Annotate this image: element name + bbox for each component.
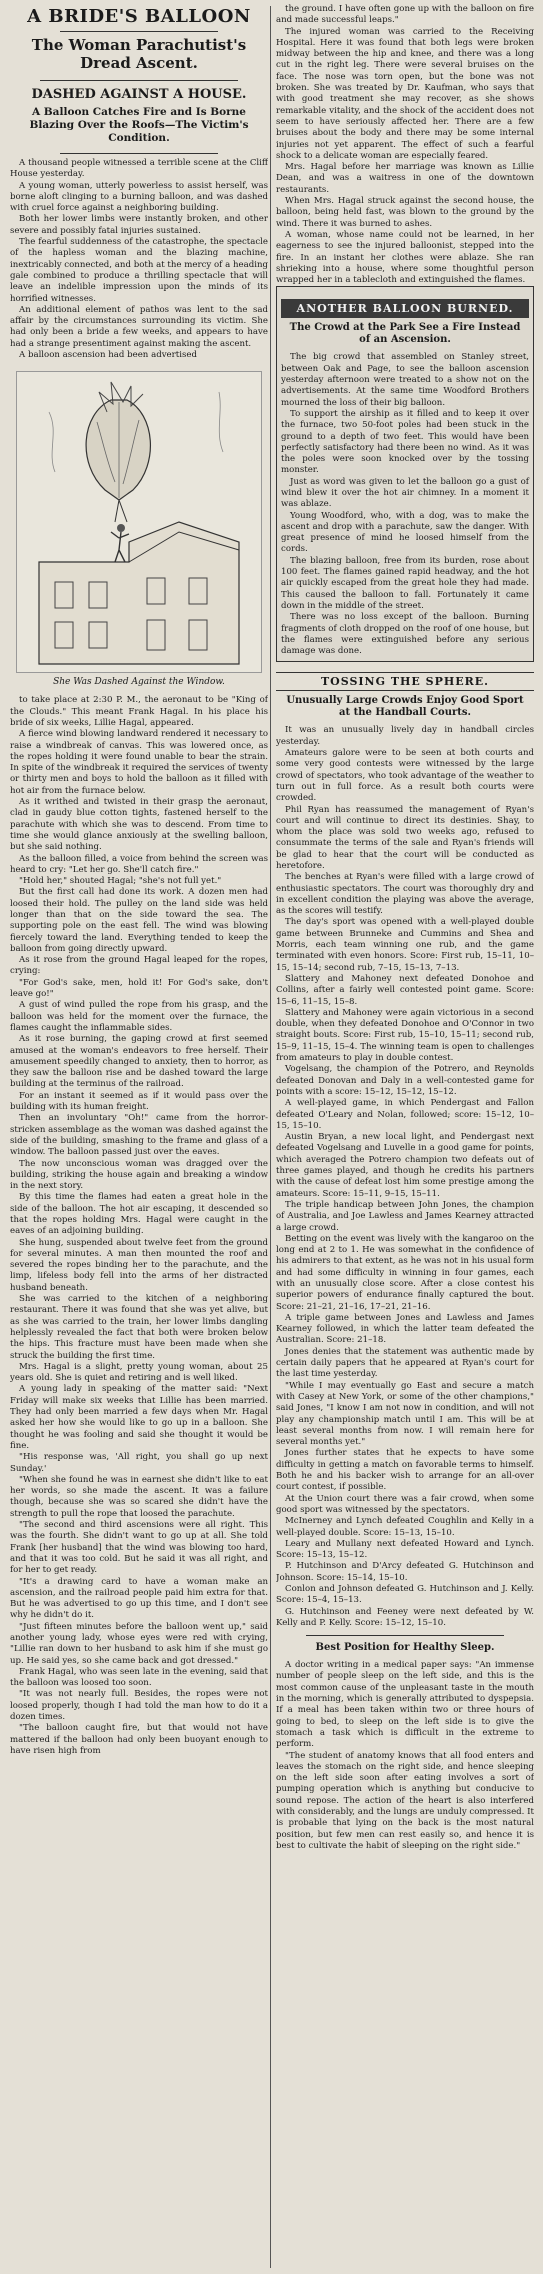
illustration-caption: She Was Dashed Against the Window.	[53, 677, 225, 688]
paragraph: "It was not nearly full. Besides, the ropes were not loosed properly, though I had told the man how to do it a dozen times.	[10, 1689, 268, 1723]
paragraph: "The student of anatomy knows that all food enters and leaves the stomach on the right side, and hence sleeping on the left side soon after eating involves a sort of pumping operation which is anything but conducive to sound repose. The action of the heart is also interfered with considerably, and the lungs are unduly compressed. It is probable that lying on the back is the most natural position, but few men can rest easily so, and hence it is best to cultivate the habit of sleeping on the right side."	[276, 1750, 534, 1851]
paragraph: For an instant it seemed as if it would pass over the building with its human freight.	[10, 1090, 268, 1113]
paragraph: "The second and third ascensions were all right. This was the fourth. She didn't want to go up at all. She told Frank [her husband] that the wind was blowing too hard, and that it was too cold. But he said it was all right, and for her to get ready.	[10, 1520, 268, 1576]
deck: The Crowd at the Park See a Fire Instead of an Ascension.	[289, 322, 521, 346]
section-banner: TOSSING THE SPHERE.	[276, 672, 534, 691]
paragraph: A gust of wind pulled the rope from his grasp, and the balloon was held for the moment over the furnace, the flames caught the inflammable sides.	[10, 1000, 268, 1033]
illustration	[16, 371, 262, 673]
paragraph: A well-played game, in which Pendergast and Fallon defeated O'Leary and Nolan, followed; score: 15–12, 10–15, 15–10.	[276, 1098, 534, 1131]
another-balloon-article	[276, 286, 534, 662]
headline: A BRIDE'S BALLOON	[27, 6, 251, 27]
paragraph: "For God's sake, men, hold it! For God's sake, don't leave go!"	[10, 977, 268, 1000]
paragraph: Slattery and Mahoney next defeated Donohoe and Collins, after a fairly well contested point game. Score: 15–6, 11–15, 15–8.	[276, 973, 534, 1007]
article-continued	[276, 4, 534, 286]
deck: A Balloon Catches Fire and Is Borne Blazing Over the Roofs—The Victim's Condition.	[29, 106, 249, 144]
paragraph: It was an unusually lively day in handball circles yesterday.	[276, 725, 534, 747]
article-body-part1	[10, 158, 268, 361]
column-rule	[270, 6, 271, 2268]
handball-article-body	[276, 725, 534, 1629]
paragraph: She hung, suspended about twelve feet from the ground for several minutes. A man then mounted the roof and severed the ropes binding her to the parachute, and the limp, lifeless body fell into the arms of her distracted husband beneath.	[10, 1237, 268, 1293]
paragraph: A triple game between Jones and Lawless and James Kearney followed, in which the latter team defeated the Australian. Score: 21–18.	[276, 1312, 534, 1346]
paragraph: Then an involuntary "Oh!" came from the horror-stricken assemblage as the woman was dashed against the side of the building, smashing to the frame and glass of a window. The balloon passed just over the eaves.	[10, 1113, 268, 1158]
paragraph: Both her lower limbs were instantly broken, and other severe and possibly fatal injuries sustained.	[10, 214, 268, 236]
paragraph: "Just fifteen minutes before the balloon went up," said another young lady, whose eyes were red with crying, "Lillie ran down to her husband to ask him if she must go up. He said yes, so she came back and got dressed."	[10, 1621, 268, 1666]
paragraph: "When she found he was in earnest she didn't like to eat her words, so she made the ascent. It was a failure though, because she was so scared she didn't have the strength to pull the rope that loosed the parachute.	[10, 1474, 268, 1519]
left-column	[10, 4, 268, 2270]
balloon-building-illustration	[17, 372, 261, 672]
paragraph: Jones further states that he expects to have some difficulty in getting a match on favorable terms to himself. Both he and his backer wish to arrange for an all-over court contest, if possible.	[276, 1448, 534, 1493]
section-heading: Best Position for Healthy Sleep.	[315, 1642, 495, 1654]
article-body-part2	[10, 695, 268, 1757]
paragraph: McInerney and Lynch defeated Coughlin and Kelly in a well-played double. Score: 15–13, 15–10.	[276, 1516, 534, 1538]
paragraph: But the first call had done its work. A dozen men had loosed their hold. The pulley on the land side was held longer than that on the side toward the sea. The supporting pole on the east fell. The wind was blowing fiercely toward the land. Everything tended to keep the balloon from going directly upward.	[10, 887, 268, 954]
paragraph: the ground. I have often gone up with the balloon on fire and made successful leaps."	[276, 4, 534, 26]
paragraph: The now unconscious woman was dragged over the building, striking the house again and breaking a window in the next story.	[10, 1158, 268, 1192]
paragraph: "The balloon caught fire, but that would not have mattered if the balloon had only been buoyant enough to have risen high from	[10, 1723, 268, 1756]
paragraph: As it rose from the ground Hagal leaped for the ropes, crying:	[10, 955, 268, 977]
paragraph: An additional element of pathos was lent to the sad affair by the circumstances surrounding its victim. She had only been a bride a few weeks, and appears to have had a strange presentiment against making the ascent.	[10, 304, 268, 349]
paragraph: The big crowd that assembled on Stanley street, between Oak and Page, to see the balloon ascension yesterday afternoon were treated to a show not on the advertisements. At the same time Woodford Brothers mourned the loss of their big balloon.	[281, 352, 529, 408]
paragraph: She was carried to the kitchen of a neighboring restaurant. There it was found that she was yet alive, but as she was carried to the train, her lower limbs dangling helplessly revealed the fact that both were broken below the hips. This fracture must have been made when she struck the building the first time.	[10, 1294, 268, 1361]
paragraph: G. Hutchinson and Feeney were next defeated by W. Kelly and P. Kelly. Score: 15–12, 15–10.	[276, 1606, 534, 1628]
paragraph: Mrs. Hagal is a slight, pretty young woman, about 25 years old. She is quiet and retiring and is well liked.	[10, 1361, 268, 1384]
paragraph: Just as word was given to let the balloon go a gust of wind blew it over the hot air chimney. In a moment it was ablaze.	[281, 476, 529, 510]
paragraph: P. Hutchinson and D'Arcy defeated G. Hutchinson and Johnson. Score: 15–14, 15–10.	[276, 1561, 534, 1583]
paragraph: Conlon and Johnson defeated G. Hutchinson and J. Kelly. Score: 15–4, 15–13.	[276, 1584, 534, 1606]
paragraph: A thousand people witnessed a terrible scene at the Cliff House yesterday.	[10, 158, 268, 180]
divider	[60, 153, 218, 154]
paragraph: Slattery and Mahoney were again victorious in a second double, when they defeated Donohoe and O'Connor in two straight bouts. Score: First rub, 15–10, 15–11; second rub, 15–9, 11–15, 15–4. The winning team is open to challenges from amateurs to play in double contest.	[276, 1007, 534, 1064]
paragraph: "It's a drawing card to have a woman make an ascension, and the railroad people paid him extra for that. But he was advertised to go up this time, and I don't see why he didn't do it.	[10, 1576, 268, 1621]
paragraph: A young woman, utterly powerless to assist herself, was borne aloft clinging to a burning balloon, and was dashed with cruel force against a neighboring building.	[10, 180, 268, 214]
paragraph: "His response was, 'All right, you shall go up next Sunday.'	[10, 1452, 268, 1474]
paragraph: Frank Hagal, who was seen late in the evening, said that the balloon was loosed too soon.	[10, 1666, 268, 1689]
paragraph: There was no loss except of the balloon. Burning fragments of cloth dropped on the roof of one house, but the flames were extinguished before any serious damage was done.	[281, 612, 529, 657]
paragraph: As it writhed and twisted in their grasp the aeronaut, clad in gaudy blue cotton tights, fastened herself to the parachute with which she was to descend. From time to time she would glance anxiously at the swelling balloon, but she said nothing.	[10, 797, 268, 853]
deck: Unusually Large Crowds Enjoy Good Sport at the Handball Courts.	[286, 695, 524, 719]
paragraph: By this time the flames had eaten a great hole in the side of the balloon. The hot air escaping, it descended so that the ropes holding Mrs. Hagal were caught in the eaves of an adjoining building.	[10, 1192, 268, 1237]
paragraph: The blazing balloon, free from its burden, rose about 100 feet. The flames gained rapid headway, and the hot air quickly escaped from the great hole they had made. This caused the balloon to fall. Fortunately it came down in the middle of the street.	[281, 555, 529, 611]
right-column	[276, 4, 534, 2270]
article-body	[281, 352, 529, 657]
section-banner: ANOTHER BALLOON BURNED.	[281, 299, 529, 318]
paragraph: As it rose burning, the gaping crowd at first seemed amused at the woman's endeavors to free herself. Their amusement speedily changed to anxiety, then to horror, as they saw the balloon rise and be dashed toward the large building at the terminus of the railroad.	[10, 1034, 268, 1090]
sleep-article-body	[276, 1660, 534, 1852]
divider	[40, 80, 238, 81]
paragraph: "While I may eventually go East and secure a match with Casey at New York, or some of the other champions," said Jones, "I know I am not now in condition, and will not play any championship match until I am. This will be at least several months from now. I will remain here for several months yet."	[276, 1380, 534, 1448]
section-heading: DASHED AGAINST A HOUSE.	[31, 87, 247, 102]
paragraph: Jones denies that the statement was authentic made by certain daily papers that he appeared at Ryan's court for the last time yesterday.	[276, 1346, 534, 1380]
paragraph: The fearful suddenness of the catastrophe, the spectacle of the hapless woman and the blazing machine, inextricably connected, and both at the mercy of a heading gale combined to produce a thrilling spectacle that will leave an indelible impression upon the minds of its horrified witnesses.	[10, 237, 268, 304]
paragraph: Austin Bryan, a new local light, and Pendergast next defeated Vogelsang and Luvelle in a good game for points, which averaged the Potrero champion two defeats out of three games played, and though he credits his partners with the cause of defeat lost him some prestige among the amateurs. Score: 15–11, 9–15, 15–11.	[276, 1132, 534, 1199]
paragraph: A fierce wind blowing landward rendered it necessary to raise a windbreak of canvas. This was lowered once, as the ropes holding it were found unable to bear the strain. In spite of the windbreak it required the services of twenty or thirty men and boys to hold the balloon as it filled with hot air from the furnace below.	[10, 729, 268, 796]
paragraph: Mrs. Hagal before her marriage was known as Lillie Dean, and was a waitress in one of the downtown restaurants.	[276, 162, 534, 195]
paragraph: Vogelsang, the champion of the Potrero, and Reynolds defeated Donovan and Daly in a well-contested game for points with a score: 15–12, 15–12, 15–12.	[276, 1064, 534, 1097]
paragraph: The triple handicap between John Jones, the champion of Australia, and Joe Lawless and James Kearney attracted a large crowd.	[276, 1199, 534, 1233]
paragraph: The injured woman was carried to the Receiving Hospital. Here it was found that both legs were broken midway between the hip and knee, and there was a long cut in the right leg. There were several bruises on the face. The nose was torn open, but the bone was not broken. She was treated by Dr. Kaufman, who says that with good treatment she may recover, as she shows remarkable vitality, and the shock of the accident does not seem to have seriously affected her. There are a few bruises about the body and there may be some internal injuries not yet apparent. The effect of such a fearful shock to a delicate woman are especially feared.	[276, 26, 534, 161]
paragraph: At the Union court there was a fair crowd, when some good sport was witnessed by the spectators.	[276, 1493, 534, 1515]
paragraph: A young lady in speaking of the matter said: "Next Friday will make six weeks that Lillie has been married. They had only been married a few days when Mr. Hagal asked her how she would like to go up in a balloon. She thought he was fooling and said she thought it would be fine.	[10, 1384, 268, 1451]
paragraph: The benches at Ryan's were filled with a large crowd of enthusiastic spectators. The court was thoroughly dry and in excellent condition the playing was above the average, as the scores will testify.	[276, 872, 534, 917]
paragraph: The day's sport was opened with a well-played double game between Brunneke and Cummins and Shea and Morris, each team winning one rub, and the game terminated with even honors. Score: First rub, 15–11, 10–15, 15–14; second rub, 7–15, 15–13, 7–13.	[276, 917, 534, 973]
paragraph: As the balloon filled, a voice from behind the screen was heard to cry: "Let her go. She'll catch fire."	[10, 853, 268, 875]
paragraph: Young Woodford, who, with a dog, was to make the ascent and drop with a parachute, saw the danger. With great presence of mind he loosed himself from the cords.	[281, 510, 529, 555]
paragraph: Betting on the event was lively with the kangaroo on the long end at 2 to 1. He was somewhat in the confidence of his admirers to that extent, as he was not in his usual form and had some difficulty in winning in four games, each with an unusually close score. After a close contest his superior powers of endurance finally captured the bout. Score: 21–21, 21–16, 17–21, 21–16.	[276, 1233, 534, 1312]
paragraph: A woman, whose name could not be learned, in her eagerness to see the injured balloonist, stepped into the fire. In an instant her clothes were ablaze. She ran shrieking into a house, where some thoughtful person wrapped her in a tablecloth and extinguished the flames.	[276, 229, 534, 286]
paragraph: A balloon ascension had been advertised	[19, 350, 197, 361]
paragraph: "Hold her," shouted Hagal; "she's not full yet."	[19, 876, 222, 887]
divider	[60, 31, 218, 32]
subheadline: The Woman Parachutist's Dread Ascent.	[31, 36, 247, 72]
paragraph: Amateurs galore were to be seen at both courts and some very good contests were witnessed by the large crowd of spectators, who took advantage of the weather to turn out in full force. As a result both courts were crowded.	[276, 748, 534, 804]
paragraph: A doctor writing in a medical paper says: "An immense number of people sleep on the left side, and this is the most common cause of the unpleasant taste in the mouth in the morning, which is generally attributed to dyspepsia. If a meal has been taken within two or three hours of going to bed, to sleep on the left side is to give the stomach a task which is difficult in the extreme to perform.	[276, 1660, 534, 1750]
paragraph: Phil Ryan has reassumed the management of Ryan's court and will continue to direct its destinies. Shay, to whom the place was sold two weeks ago, refused to consummate the terms of the sale and Ryan's friends will be glad to hear that the court will be conducted as heretofore.	[276, 804, 534, 871]
paragraph: To support the airship as it filled and to keep it over the furnace, two 50-foot poles had been stuck in the ground to a depth of two feet. This would have been perfectly satisfactory had there been no wind. As it was the poles were soon knocked over by the tossing monster.	[281, 408, 529, 476]
paragraph: to take place at 2:30 P. M., the aeronaut to be "King of the Clouds." This meant Frank Hagal. In his place his bride of six weeks, Lillie Hagal, appeared.	[10, 695, 268, 728]
divider	[306, 1635, 504, 1636]
paragraph: When Mrs. Hagal struck against the second house, the balloon, being held fast, was blown to the ground by the wind. There it was burned to ashes.	[276, 196, 534, 229]
paragraph: Leary and Mullany next defeated Howard and Lynch. Score: 15–13, 15–12.	[276, 1538, 534, 1561]
